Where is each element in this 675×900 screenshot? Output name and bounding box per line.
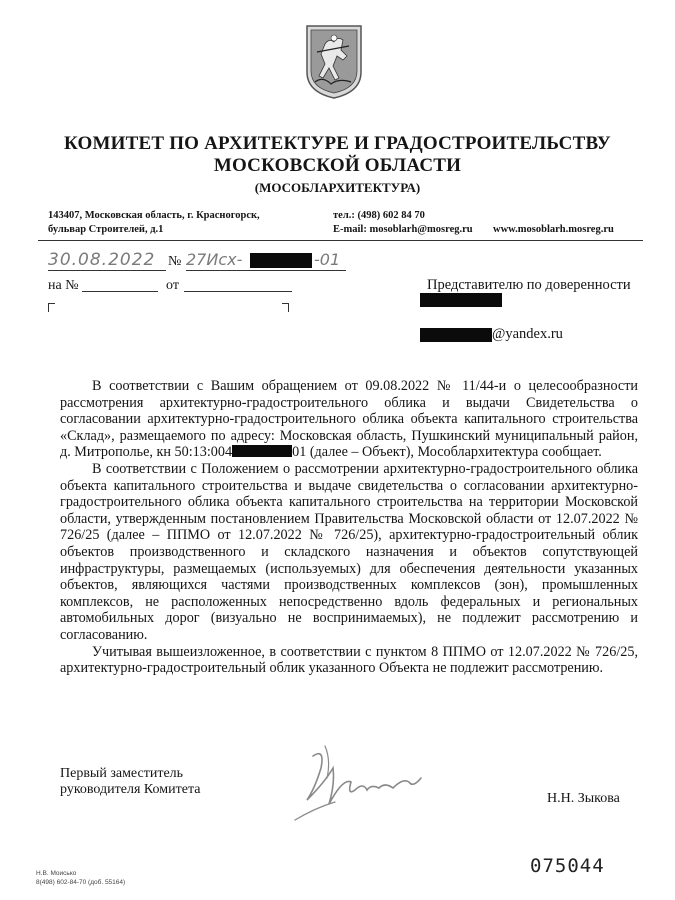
registration-date: 30.08.2022	[48, 250, 156, 270]
addressee-email-domain: @yandex.ru	[492, 326, 563, 342]
date-field	[48, 250, 166, 271]
address-line1: 143407, Московская область, г. Красногорск,	[48, 210, 260, 221]
phone: тел.: (498) 602 84 70	[333, 210, 425, 221]
org-name-line2: МОСКОВСКОЙ ОБЛАСТИ	[213, 155, 462, 176]
redacted-email-user	[420, 328, 492, 342]
ref-label: на №	[48, 278, 79, 293]
body-paragraph-1-end: 01 (далее – Объект), Мособлархитектура сообщает.	[292, 444, 602, 461]
address-line2: бульвар Строителей, д.1	[48, 224, 164, 235]
signatory-name: Н.Н. Зыкова	[547, 791, 620, 806]
body-paragraph-2: В соответствии с Положением о рассмотрении архитектурно-градостроительного облика объекта капитального строительства и выдаче свидетельства о согласовании архитектурно-градостроительного облика объекта капитального строительства на территории Московской области, утвержденным постановлением Правительства Московской области от 12.07.2022 № 726/25 (далее – ППМО от 12.07.2022 № 726/25), архитектурно-градостроительный облик объектов производственного и складского назначения и объектов сопутствующей инфраструктуры, размещаемых (используемых) для обеспечения деятельности указанных объектов, являющихся частями производственных комплексов (зон), промышленных комплексов, не расположенных непосредственно вдоль федеральных и региональных автомобильных дорог (визуально не воспринимаемых), не подлежит рассмотрению и согласованию.	[60, 460, 638, 643]
document-serial-number: 075044	[530, 855, 605, 877]
registration-number-end: -01	[314, 250, 341, 269]
registration-number-start: 27Исх-	[186, 250, 243, 269]
from-label: от	[166, 278, 179, 293]
signatory-position-line1: Первый заместитель	[60, 766, 184, 781]
body-paragraph-3: Учитывая вышеизложенное, в соответствии с пунктом 8 ППМО от 12.07.2022 № 726/25, архитектурно-градостроительный облик указанного Объекта не подлежит рассмотрению.	[60, 643, 638, 677]
website: www.mosoblarh.mosreg.ru	[493, 224, 614, 235]
header-divider	[38, 240, 643, 241]
org-name-line1: КОМИТЕТ ПО АРХИТЕКТУРЕ И ГРАДОСТРОИТЕЛЬСТВУ	[64, 133, 611, 154]
executor-phone: 8(498) 602-84-70 (доб. 55164)	[36, 879, 126, 886]
number-field	[186, 250, 346, 271]
signatory-position-line2: руководителя Комитета	[60, 782, 201, 797]
corner-mark-right	[282, 303, 289, 312]
email: E-mail: mosoblarh@mosreg.ru	[333, 224, 473, 235]
redacted-number	[250, 253, 312, 268]
body-paragraph-1	[60, 378, 638, 461]
redacted-addressee-name	[420, 293, 502, 307]
executor-name: Н.В. Моисько	[36, 870, 77, 877]
number-sign: №	[168, 254, 182, 269]
body-paragraph-1-text: В соответствии с Вашим обращением от 09.08.2022 № 11/44-и о целесообразности рассмотрения архитектурно-градостроительного облика и выдачи Свидетельства о согласовании архитектурно-градостроительного облика объекта капитального строительства «Склад», размещаемого по адресу: Московская область, Пушкинский муниципальный район, д. Митрополье, кн 50:13:004	[60, 378, 638, 461]
ref-number-line	[82, 291, 158, 292]
corner-mark-left	[48, 303, 55, 312]
org-short-name: (МОСОБЛАРХИТЕКТУРА)	[254, 180, 421, 195]
redacted-cadastral	[232, 445, 292, 457]
ref-date-line	[184, 291, 292, 292]
addressee-line1: Представителю по доверенности	[427, 277, 631, 293]
handwritten-signature	[285, 738, 445, 828]
moscow-oblast-coat-of-arms-icon	[303, 22, 365, 100]
letter-body	[60, 378, 638, 677]
